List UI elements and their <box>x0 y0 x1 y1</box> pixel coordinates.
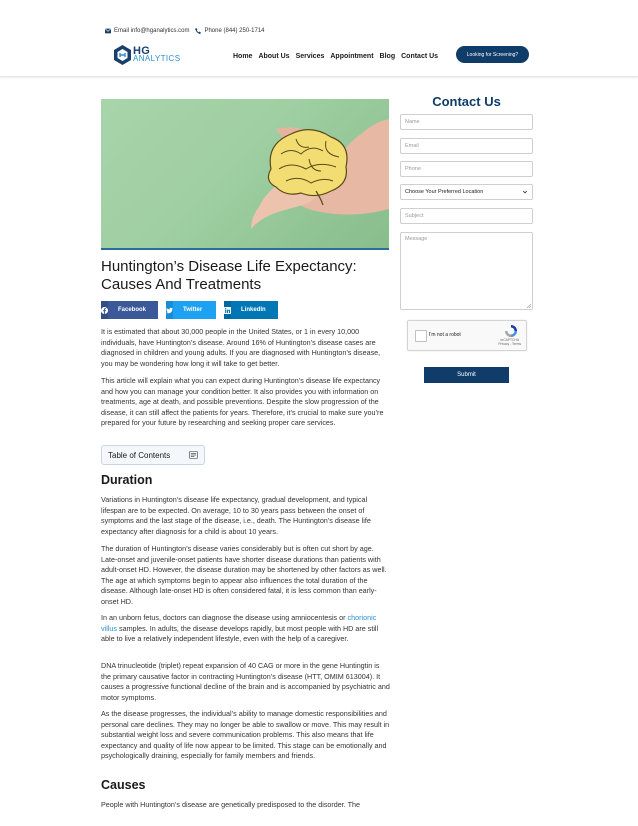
duration-paragraph-3-pre: In an unborn fetus, doctors can diagnose the disease using amniocentesis or <box>101 613 348 622</box>
logo-hg: HG <box>133 45 151 57</box>
location-select-value: Choose Your Preferred Location <box>405 189 484 195</box>
share-twitter-button[interactable] <box>166 301 216 319</box>
duration-paragraph-1: Variations in Huntington’s disease life expectancy, gradual development, and typical lifespan are to be expected. On average, 10 to 30 years pass between the onset of symptoms and the last stage of the disease, i.e., death. The Huntington’s disease life expectancy after diagnosis for a child is about 10 years. <box>101 495 371 536</box>
nav-appointment[interactable]: Appointment <box>330 53 374 60</box>
message-placeholder: Message <box>405 236 428 242</box>
linkedin-icon <box>224 301 231 319</box>
duration-paragraph-2: The duration of Huntington’s disease varies considerably but is often cut short by age. Late-onset and juvenile-onset patients have shorter disease durations than patients with adult-onset HD. However, the disease duration may be shortened by other factors as well. The age at which symptoms begin to appear also influences the total duration of the disease. Although late-onset HD is often considered fatal, it is less common than early-onset HD. <box>101 544 387 606</box>
duration-paragraph-3 <box>101 613 391 645</box>
logo-analytics: ANALYTICS <box>133 54 181 63</box>
submit-button[interactable]: Submit <box>424 367 509 383</box>
share-twitter-label: Twitter <box>183 307 203 313</box>
nav-contact-us[interactable]: Contact Us <box>401 53 439 60</box>
nav-services[interactable]: Services <box>295 53 325 60</box>
subject-field[interactable]: Subject <box>400 208 533 224</box>
share-linkedin-button[interactable] <box>224 301 278 319</box>
contact-title: Contact Us <box>432 94 501 109</box>
topbar-email[interactable] <box>105 28 189 34</box>
logo-text <box>133 47 180 63</box>
recaptcha-label: I'm not a robot <box>429 332 461 338</box>
article-hero-image <box>101 99 389 250</box>
share-facebook-button[interactable] <box>101 301 158 319</box>
share-linkedin-label: LinkedIn <box>241 307 266 313</box>
recaptcha-icon <box>504 324 518 338</box>
nav-blog[interactable]: Blog <box>379 53 396 60</box>
envelope-icon <box>105 28 111 34</box>
intro-paragraph-2: This article will explain what you can expect during Huntington’s disease life expectancy and how you can manage your condition better. It also provides you with information on treatments, age at death, and possible preventions. Despite the slow progression of the disease, it can still affect the patients for years. Therefore, it’s crucial to make sure you’re prepared for your future by researching and seeking proper care services. <box>101 376 384 428</box>
chevron-down-icon <box>522 189 528 195</box>
duration-paragraph-3-post: samples. In adults, the disease develops rapidly, but most people with HD are still able to live a relatively independent lifestyle, even with the help of a caregiver. <box>101 623 379 644</box>
resize-grip-icon[interactable] <box>526 303 531 308</box>
phone-icon <box>195 28 201 34</box>
email-field[interactable]: Email <box>400 138 533 154</box>
recaptcha-brand-block <box>498 338 521 346</box>
toc-label: Table of Contents <box>108 450 171 460</box>
name-field[interactable]: Name <box>400 114 533 130</box>
recaptcha-widget <box>407 320 527 351</box>
twitter-icon <box>166 301 173 319</box>
recaptcha-links[interactable]: Privacy - Terms <box>498 342 521 346</box>
nav-about-us[interactable]: About Us <box>258 53 290 60</box>
duration-paragraph-4: DNA trinucleotide (triplet) repeat expansion of 40 CAG or more in the gene Huntingtin is the primary causative factor in contracting Huntington’s disease (HTT, OMIM 613004). It causes a progressive functional decline of the brain and is accompanied by psychiatric and motor symptoms. <box>101 661 390 702</box>
hands-brain-illustration <box>101 99 389 248</box>
causes-heading: Causes <box>101 778 146 792</box>
chorionic-villus-link[interactable]: chorionic villus <box>101 613 377 633</box>
share-buttons <box>101 301 278 319</box>
duration-heading: Duration <box>101 473 153 487</box>
article-title: Huntington’s Disease Life Expectancy: Causes And Treatments <box>101 258 357 293</box>
site-logo[interactable] <box>114 45 180 65</box>
top-contact-bar <box>105 28 265 34</box>
duration-paragraph-5: As the disease progresses, the individual’s ability to manage domestic responsibilities and personal care declines. They may no longer be able to swallow or move. This may result in substantial weight loss and severe communication problems. This also means that life expectancy and quality of life now appear to be limited. This stage can be emotionally and psychologically draining, especially for family members and friends. <box>101 709 390 761</box>
recaptcha-brand: reCAPTCHA <box>500 338 520 342</box>
topbar-phone[interactable] <box>195 28 264 34</box>
main-nav <box>233 53 438 60</box>
topbar-email-text: Email info@hganalytics.com <box>114 28 190 34</box>
facebook-icon <box>101 301 108 319</box>
location-select[interactable] <box>400 184 533 200</box>
topbar-phone-text: Phone (844) 250-1714 <box>204 28 265 34</box>
table-of-contents[interactable] <box>101 445 205 465</box>
intro-paragraph-1: It is estimated that about 30,000 people in the United States, or 1 in every 10,000 individuals, have Huntington’s disease. Around 16% of Huntington’s disease cases are diagnosed in children and young adults. If you are diagnosed with Huntington’s disease, you may be wondering how long it will take to get better. <box>101 327 381 368</box>
screening-cta-button[interactable]: Looking for Screening? <box>456 46 529 63</box>
phone-field[interactable]: Phone <box>400 161 533 177</box>
recaptcha-checkbox[interactable] <box>415 330 427 342</box>
message-field[interactable] <box>400 232 533 310</box>
nav-home[interactable]: Home <box>233 53 253 60</box>
site-header <box>0 42 638 77</box>
share-facebook-label: Facebook <box>118 307 147 313</box>
toc-toggle-icon[interactable] <box>189 451 198 459</box>
causes-paragraph-1: People with Huntington’s disease are genetically predisposed to the disorder. The <box>101 800 361 809</box>
hg-logo-icon <box>114 45 131 65</box>
